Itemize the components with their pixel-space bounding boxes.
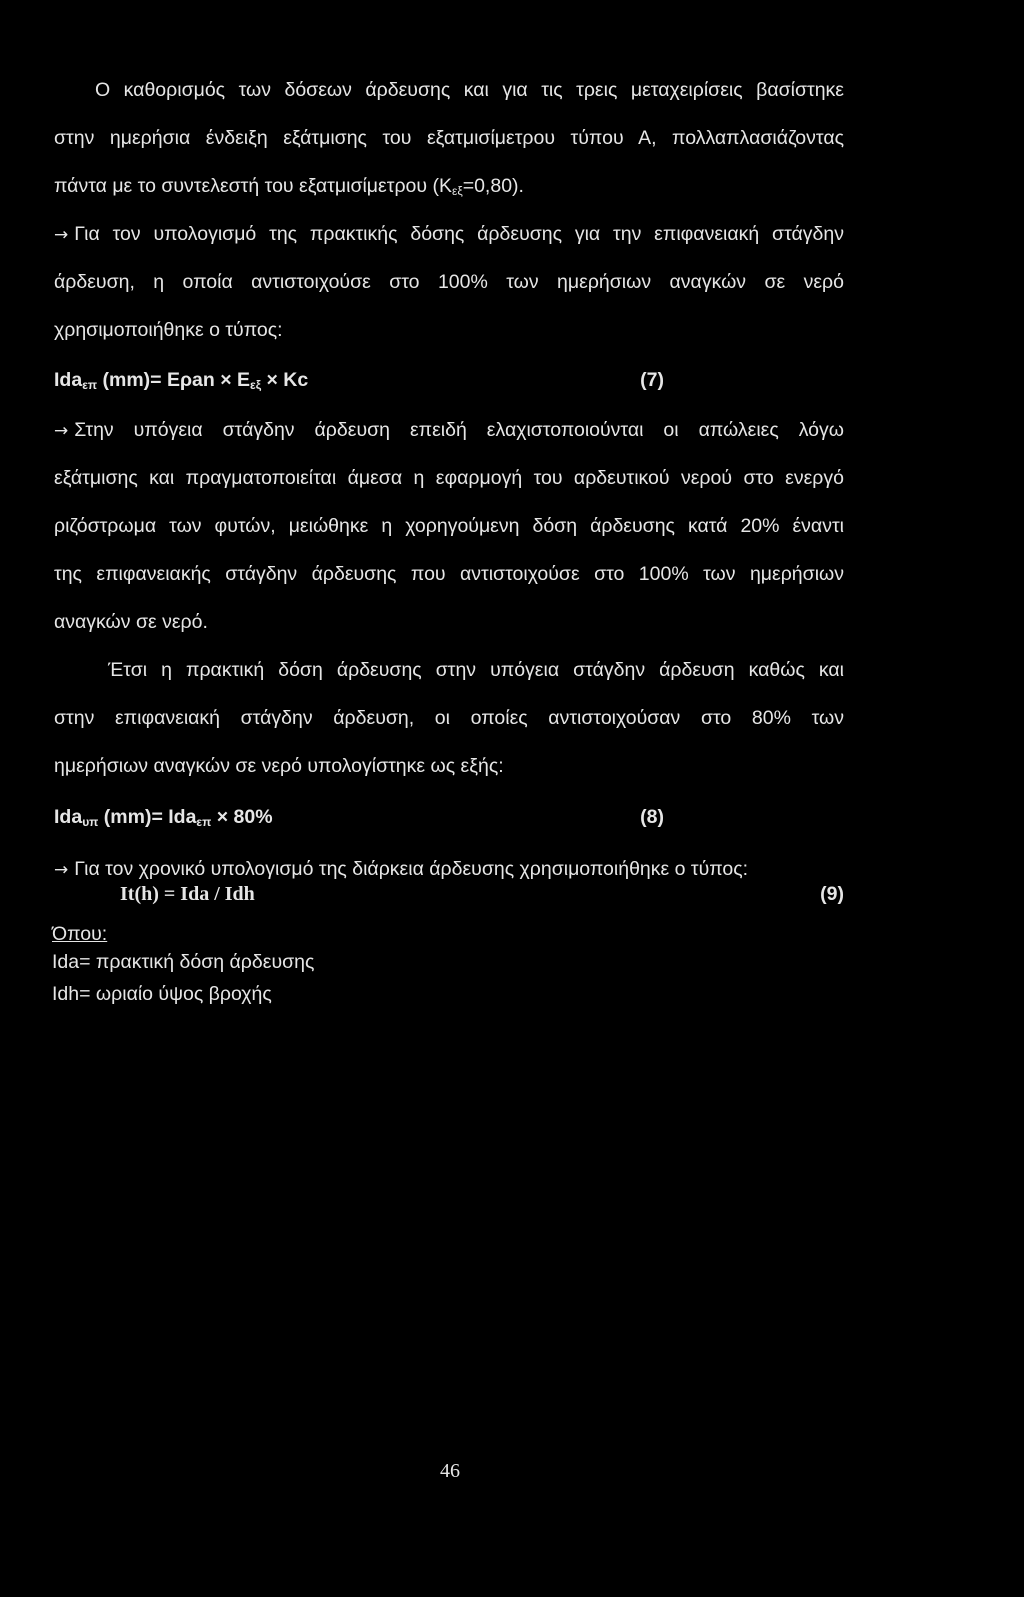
equation-8	[54, 805, 844, 834]
text-line: ημερήσιων αναγκών σε νερό υπολογίστηκε ως εξής:	[54, 755, 504, 777]
text-line: ριζόστρωμα των φυτών, μειώθηκε η χορηγούμενη δόση άρδευσης κατά 20% έναντι	[54, 515, 844, 537]
arrow-icon: →	[54, 860, 69, 880]
text-line: αναγκών σε νερό.	[54, 611, 208, 633]
definition-item: Idh= ωριαίο ύψος βροχής	[52, 983, 272, 1005]
equation-term: × 80%	[211, 806, 273, 828]
equation-term: Ida	[54, 369, 83, 391]
text-line: εξάτμισης και πραγματοποιείται άμεσα η εφαρμογή του αρδευτικού νερού στο ενεργό	[54, 467, 844, 489]
equation-term: × Kc	[261, 369, 309, 391]
text-fragment: Στην υπόγεια στάγδην άρδευση επειδή ελαχιστοποιούνται οι απώλειες λόγω	[74, 419, 844, 441]
text-line	[54, 222, 844, 247]
text-fragment: =0,80).	[462, 175, 524, 197]
text-line: Ο καθορισμός των δόσεων άρδευσης και για τις τρεις μεταχειρίσεις βασίστηκε	[95, 79, 844, 101]
page-number: 46	[440, 1460, 460, 1482]
text-line: άρδευση, η οποία αντιστοιχούσε στο 100% των ημερήσιων αναγκών σε νερό	[54, 271, 844, 293]
arrow-icon: →	[54, 225, 69, 245]
equation-term: (mm)= Ερan × E	[97, 369, 251, 391]
subscript: εξ	[250, 378, 262, 392]
subscript: υπ	[82, 815, 99, 829]
equation-number: (7)	[640, 369, 664, 391]
text-line: στην επιφανειακή στάγδην άρδευση, οι οποίες αντιστοιχούσαν στο 80% των	[54, 707, 844, 729]
equation-7	[54, 368, 844, 397]
equation-term: Ida	[54, 806, 83, 828]
text-fragment: πάντα με το συντελεστή του εξατμισίμετρου (Κ	[54, 175, 452, 197]
definition-item: Ida= πρακτική δόση άρδευσης	[52, 951, 315, 973]
text-fragment: Για τον χρονικό υπολογισμό της διάρκεια άρδευσης χρησιμοποιήθηκε ο τύπος:	[74, 858, 749, 880]
subscript: επ	[196, 815, 212, 829]
text-line: Έτσι η πρακτική δόση άρδευσης στην υπόγεια στάγδην άρδευση καθώς και	[108, 659, 844, 681]
equation-formula: It(h) = Ida / Idh	[120, 883, 255, 905]
text-line	[54, 174, 844, 203]
text-line: χρησιμοποιήθηκε ο τύπος:	[54, 319, 283, 341]
subscript: εξ	[451, 184, 463, 198]
text-line: της επιφανειακής στάγδην άρδευσης που αντιστοιχούσε στο 100% των ημερήσιων	[54, 563, 844, 585]
equation-number: (9)	[820, 883, 844, 905]
arrow-icon: →	[54, 421, 69, 441]
subscript: επ	[82, 378, 98, 392]
equation-9	[120, 882, 844, 906]
text-fragment: Για τον υπολογισμό της πρακτικής δόσης άρδευσης για την επιφανειακή στάγδην	[74, 223, 844, 245]
equation-term: (mm)= Ida	[98, 806, 197, 828]
equation-number: (8)	[640, 806, 664, 828]
definitions-title: Όπου:	[52, 923, 108, 945]
text-line: στην ημερήσια ένδειξη εξάτμισης του εξατμισίμετρου τύπου Α, πολλαπλασιάζοντας	[54, 127, 844, 149]
text-line	[54, 418, 844, 443]
text-line	[54, 857, 844, 882]
